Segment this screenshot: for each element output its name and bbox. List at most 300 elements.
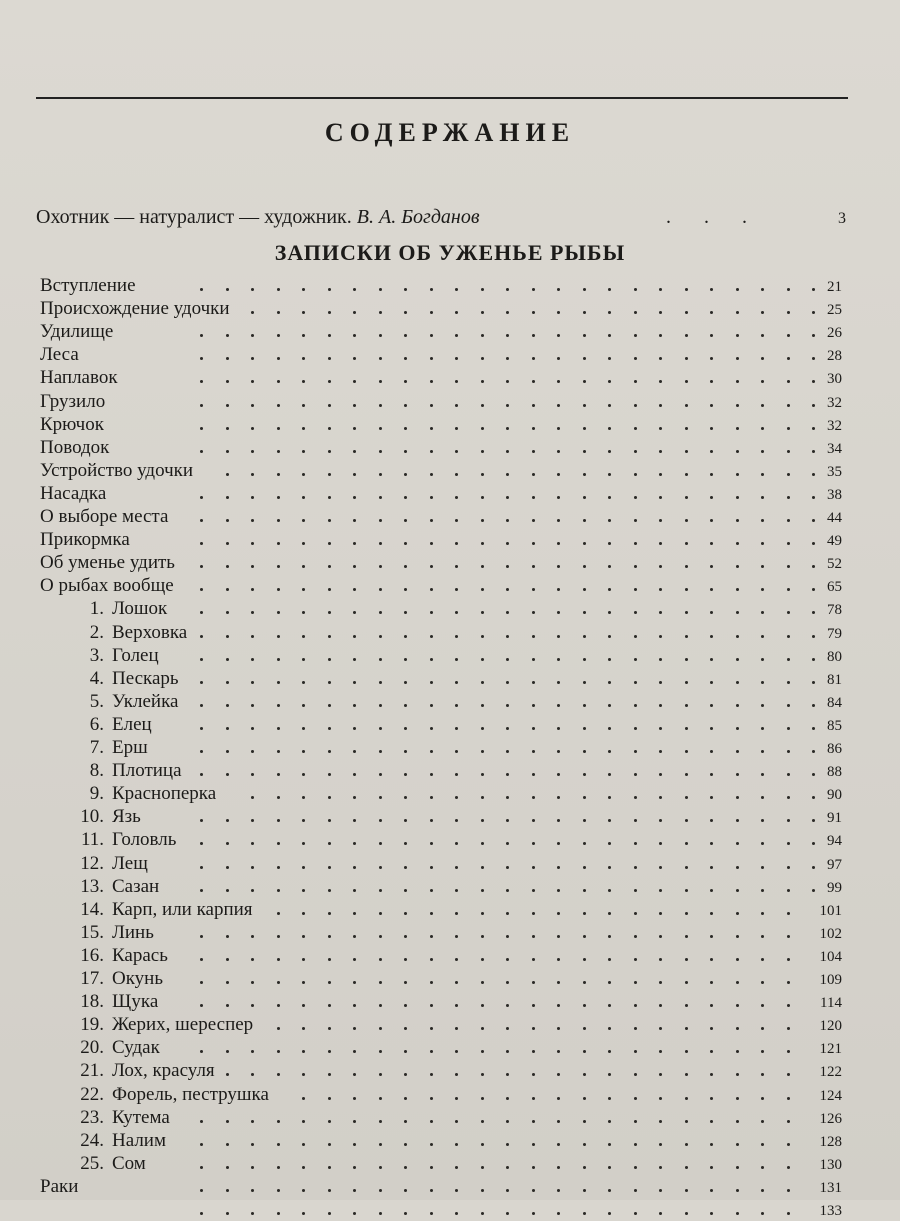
leader-dot (557, 704, 560, 707)
leader-dot (736, 519, 739, 522)
toc-page-number: 114 (820, 995, 842, 1012)
leader-dot (685, 1189, 688, 1192)
leader-dot (251, 1212, 254, 1215)
leader-dot (506, 635, 509, 638)
toc-entry-number: 18. (80, 991, 104, 1013)
leader-dot (557, 681, 560, 684)
leader-dot (353, 380, 356, 383)
leader-dot (328, 1027, 331, 1030)
toc-page-number: 91 (827, 810, 842, 827)
leader-dot (583, 1004, 586, 1007)
leader-dot (481, 819, 484, 822)
leader-dot (710, 496, 713, 499)
leader-dot (812, 681, 815, 684)
leader-dot (532, 958, 535, 961)
toc-leader-dots (0, 644, 900, 667)
leader-dot (736, 750, 739, 753)
toc-entry-number: 9. (89, 783, 104, 805)
leader-dot (557, 819, 560, 822)
leader-dot (328, 450, 331, 453)
toc-page-number: 97 (827, 856, 842, 873)
leader-dot (430, 1212, 433, 1215)
leader-dot (302, 796, 305, 799)
leader-dot (455, 519, 458, 522)
leader-dot (659, 912, 662, 915)
toc-entry-text: Лещ (112, 852, 148, 874)
leader-dot (736, 1120, 739, 1123)
toc-page-number: 21 (827, 279, 842, 295)
leader-dot (659, 658, 662, 661)
leader-dot (761, 727, 764, 730)
leader-dot (634, 496, 637, 499)
leader-dot (761, 681, 764, 684)
leader-dot (710, 1143, 713, 1146)
leader-dot (455, 866, 458, 869)
toc-entry-number: 8. (89, 760, 104, 782)
leader-dot (812, 311, 815, 314)
leader-dot (685, 1050, 688, 1053)
leader-dot (608, 935, 611, 938)
leader-dot (277, 1004, 280, 1007)
leader-dot (226, 334, 229, 337)
leader-dot (251, 288, 254, 291)
leader-dot (455, 1143, 458, 1146)
leader-dot (353, 727, 356, 730)
leader-dot (404, 658, 407, 661)
leader-dot (506, 588, 509, 591)
leader-dot (455, 496, 458, 499)
leader-dot (328, 542, 331, 545)
leader-dot (404, 1027, 407, 1030)
leader-dot (302, 357, 305, 360)
leader-dot (455, 842, 458, 845)
leader-dot (685, 1143, 688, 1146)
leader-dot (277, 496, 280, 499)
leader-dot (506, 889, 509, 892)
leader-dot (455, 1027, 458, 1030)
leader-dot (200, 958, 203, 961)
leader-dot (430, 473, 433, 476)
leader-dot (200, 842, 203, 845)
toc-page-number: 38 (827, 486, 842, 503)
leader-dot (736, 935, 739, 938)
leader-dot (710, 981, 713, 984)
leader-dot (481, 1027, 484, 1030)
toc-page-number: 124 (819, 1087, 842, 1104)
leader-dot (685, 1166, 688, 1169)
toc-entry-text: Линь (112, 921, 154, 943)
leader-dot (455, 773, 458, 776)
leader-dot (251, 773, 254, 776)
leader-dot (506, 958, 509, 961)
leader-dot (353, 658, 356, 661)
leader-dot (532, 981, 535, 984)
leader-dot (430, 496, 433, 499)
leader-dot (226, 681, 229, 684)
leader-dot (685, 519, 688, 522)
leader-dot (328, 958, 331, 961)
leader-dot (634, 519, 637, 522)
toc-page-number: 78 (827, 602, 842, 619)
leader-dot (710, 658, 713, 661)
leader-dot (430, 796, 433, 799)
leader-dot (353, 450, 356, 453)
leader-dot (226, 935, 229, 938)
leader-dot (379, 681, 382, 684)
toc-page-number: 121 (819, 1041, 842, 1058)
leader-dot (557, 473, 560, 476)
leader-dot (812, 565, 815, 568)
leader-dot (506, 1097, 509, 1100)
leader-dot (532, 450, 535, 453)
leader-dot (277, 311, 280, 314)
leader-dot (455, 889, 458, 892)
toc-entry-number: 10. (80, 806, 104, 828)
leader-dot (430, 1189, 433, 1192)
toc-page-number: 94 (827, 833, 842, 850)
toc-entry-number: 13. (80, 875, 104, 897)
leader-dot (328, 912, 331, 915)
leader-dot (379, 1004, 382, 1007)
leader-dot (200, 935, 203, 938)
leader-dot (812, 588, 815, 591)
toc-leader-dots (0, 805, 900, 828)
leader-dot (685, 912, 688, 915)
leader-dot (532, 750, 535, 753)
toc-entry (0, 366, 900, 389)
leader-dot (634, 473, 637, 476)
toc-page-number: 90 (827, 787, 842, 804)
leader-dot (761, 704, 764, 707)
leader-dot (328, 1073, 331, 1076)
leader-dot (302, 958, 305, 961)
leader-dot (506, 727, 509, 730)
toc-entry-text: Головль (112, 829, 177, 851)
toc-leader-dots (0, 505, 900, 528)
toc-entry-text: Елец (112, 713, 152, 735)
leader-dot (634, 1004, 637, 1007)
leader-dot (787, 1027, 790, 1030)
toc-leader-dots (0, 1106, 900, 1129)
leader-dot (736, 1189, 739, 1192)
leader-dot (557, 519, 560, 522)
leader-dot (277, 1212, 280, 1215)
leader-dot (353, 981, 356, 984)
leader-dot (557, 981, 560, 984)
leader-dot (685, 773, 688, 776)
leader-dot (761, 1212, 764, 1215)
toc-page-number: 26 (827, 325, 842, 342)
leader-dot (532, 542, 535, 545)
leader-dot (353, 1004, 356, 1007)
leader-dot (583, 450, 586, 453)
leader-dot (226, 889, 229, 892)
leader-dot (404, 473, 407, 476)
leader-dot (430, 1143, 433, 1146)
leader-dot (200, 635, 203, 638)
leader-dot (685, 727, 688, 730)
leader-dot (277, 565, 280, 568)
leader-dot (379, 542, 382, 545)
leader-dot (710, 1189, 713, 1192)
toc-leader-dots (0, 1059, 900, 1082)
leader-dot (787, 1189, 790, 1192)
leader-dot (736, 1050, 739, 1053)
leader-dot (379, 750, 382, 753)
leader-dot (455, 334, 458, 337)
leader-dot (353, 866, 356, 869)
leader-dot (608, 1097, 611, 1100)
leader-dot (200, 1050, 203, 1053)
leader-dot (251, 311, 254, 314)
leader-dot (506, 866, 509, 869)
leader-dot (736, 1097, 739, 1100)
leader-dot (404, 635, 407, 638)
leader-dot (761, 1004, 764, 1007)
leader-dot (379, 311, 382, 314)
leader-dot (455, 427, 458, 430)
leader-dot (634, 450, 637, 453)
leader-dot (379, 473, 382, 476)
toc-entry (0, 805, 900, 828)
leader-dot (736, 889, 739, 892)
leader-dot (736, 681, 739, 684)
leader-dot (251, 1004, 254, 1007)
leader-dot (200, 889, 203, 892)
leader-dot (404, 1073, 407, 1076)
leader-dot (532, 1004, 535, 1007)
leader-dot (379, 288, 382, 291)
toc-leader-dots (0, 574, 900, 597)
leader-dot (353, 796, 356, 799)
leader-dot (659, 1166, 662, 1169)
leader-dot (761, 565, 764, 568)
leader-dot (506, 288, 509, 291)
leader-dot (200, 404, 203, 407)
toc-entry-number: 21. (80, 1060, 104, 1082)
leader-dot (761, 819, 764, 822)
toc-leader-dots (0, 875, 900, 898)
toc-entry-text: Происхождение удочки (40, 298, 230, 320)
leader-dot (557, 611, 560, 614)
leader-dot (481, 958, 484, 961)
leader-dot (200, 704, 203, 707)
leader-dot (251, 635, 254, 638)
leader-dot (634, 334, 637, 337)
leader-dot (608, 1143, 611, 1146)
toc-leader-dots (0, 898, 900, 921)
leader-dot (200, 1166, 203, 1169)
leader-dot (506, 1189, 509, 1192)
leader-dot (328, 727, 331, 730)
toc-leader-dots (0, 1152, 900, 1175)
toc-entry-number: 22. (80, 1083, 104, 1105)
toc-entry (0, 644, 900, 667)
leader-dot (659, 288, 662, 291)
leader-dot (557, 588, 560, 591)
leader-dot (761, 1120, 764, 1123)
leader-dot (353, 542, 356, 545)
leader-dot (812, 542, 815, 545)
leader-dot (608, 496, 611, 499)
toc-leader-dots (0, 274, 900, 297)
leader-dot (353, 357, 356, 360)
toc-entry (0, 413, 900, 436)
leader-dot (608, 311, 611, 314)
leader-dot (710, 1050, 713, 1053)
leader-dot (328, 1143, 331, 1146)
toc-page-number: 102 (819, 925, 842, 942)
leader-dot (481, 450, 484, 453)
toc-entry (0, 343, 900, 366)
toc-entry-text: Лох, красуля (112, 1060, 215, 1082)
leader-dot (455, 380, 458, 383)
leader-dot (532, 635, 535, 638)
toc-leader-dots (0, 713, 900, 736)
leader-dot (608, 681, 611, 684)
leader-dot (379, 866, 382, 869)
leader-dot (200, 450, 203, 453)
leader-dot (277, 542, 280, 545)
leader-dot (812, 819, 815, 822)
leader-dot (226, 981, 229, 984)
toc-page-number: 122 (819, 1064, 842, 1081)
leader-dot (506, 1004, 509, 1007)
leader-dot (532, 819, 535, 822)
leader-dot (506, 496, 509, 499)
section-title: ЗАПИСКИ ОБ УЖЕНЬЕ РЫБЫ (274, 240, 626, 265)
toc-page-number: 34 (827, 440, 842, 457)
toc-leader-dots (0, 459, 900, 482)
leader-dot (251, 842, 254, 845)
intro-page-number: 3 (838, 210, 846, 227)
toc-page-number: 79 (827, 625, 842, 642)
leader-dot (404, 288, 407, 291)
leader-dot (659, 427, 662, 430)
toc-entry (0, 1036, 900, 1059)
leader-dot (506, 404, 509, 407)
leader-dot (557, 380, 560, 383)
toc-entry-text: Удилище (40, 321, 114, 343)
leader-dot (634, 773, 637, 776)
toc-leader-dots (0, 366, 900, 389)
leader-dot (328, 1212, 331, 1215)
toc-page-number: 86 (827, 741, 842, 757)
toc-entry-number: 5. (89, 690, 104, 712)
toc-leader-dots (0, 413, 900, 436)
leader-dot (328, 404, 331, 407)
leader-dot (328, 496, 331, 499)
leader-dot (379, 981, 382, 984)
leader-dot (634, 565, 637, 568)
leader-dot (481, 311, 484, 314)
leader-dot (404, 1143, 407, 1146)
leader-dot (532, 1097, 535, 1100)
toc-entry-text: Верховка (112, 621, 188, 643)
leader-dot (302, 1097, 305, 1100)
leader-dot (200, 658, 203, 661)
leader-dot (226, 427, 229, 430)
leader-dot (583, 1097, 586, 1100)
leader-dot (634, 889, 637, 892)
leader-dot (430, 1097, 433, 1100)
leader-dot (557, 496, 560, 499)
leader-dot (506, 658, 509, 661)
leader-dot (659, 404, 662, 407)
leader-dot (251, 565, 254, 568)
toc-page-number: 133 (819, 1203, 842, 1219)
leader-dot (251, 958, 254, 961)
leader-dot (634, 935, 637, 938)
leader-dot (557, 542, 560, 545)
toc-page-number: 81 (827, 671, 842, 688)
leader-dot (736, 1143, 739, 1146)
leader-dot (685, 404, 688, 407)
leader-dot (328, 658, 331, 661)
leader-dot (506, 473, 509, 476)
leader-dot (506, 1166, 509, 1169)
leader-dot (583, 635, 586, 638)
leader-dot (302, 681, 305, 684)
toc-entry-text: Крючок (40, 413, 104, 435)
leader-dot (481, 935, 484, 938)
leader-dot (251, 588, 254, 591)
leader-dot (532, 1120, 535, 1123)
toc-entry-text: Карась (112, 944, 168, 966)
leader-dot (430, 935, 433, 938)
leader-dot (353, 704, 356, 707)
leader-dot (583, 1143, 586, 1146)
leader-dot (353, 958, 356, 961)
leader-dot (302, 1073, 305, 1076)
leader-dot (430, 842, 433, 845)
leader-dot (506, 935, 509, 938)
leader-dot (328, 427, 331, 430)
toc-entry (0, 990, 900, 1013)
leader-dot (328, 311, 331, 314)
leader-dot (353, 635, 356, 638)
leader-dot (506, 796, 509, 799)
leader-dot (430, 450, 433, 453)
leader-dot (251, 1166, 254, 1169)
leader-dot (251, 519, 254, 522)
leader-dot (634, 1166, 637, 1169)
leader-dot (430, 565, 433, 568)
toc-leader-dots (0, 690, 900, 713)
leader-dot (277, 1120, 280, 1123)
toc-page-number: 126 (819, 1110, 842, 1127)
leader-dot (710, 1027, 713, 1030)
leader-dot (404, 727, 407, 730)
toc-page-number: 88 (827, 764, 842, 781)
leader-dot (226, 1212, 229, 1215)
toc-entry (0, 1175, 900, 1198)
leader-dot (226, 450, 229, 453)
leader-dot (481, 750, 484, 753)
leader-dot (532, 1050, 535, 1053)
toc-leader-dots (0, 320, 900, 343)
leader-dot (251, 796, 254, 799)
toc-leader-dots (0, 1036, 900, 1059)
leader-dot (226, 773, 229, 776)
leader-dot (634, 635, 637, 638)
leader-dot (685, 1027, 688, 1030)
leader-dot (302, 658, 305, 661)
leader-dot (608, 981, 611, 984)
leader-dot (404, 935, 407, 938)
leader-dot (710, 1097, 713, 1100)
leader-dot (761, 773, 764, 776)
